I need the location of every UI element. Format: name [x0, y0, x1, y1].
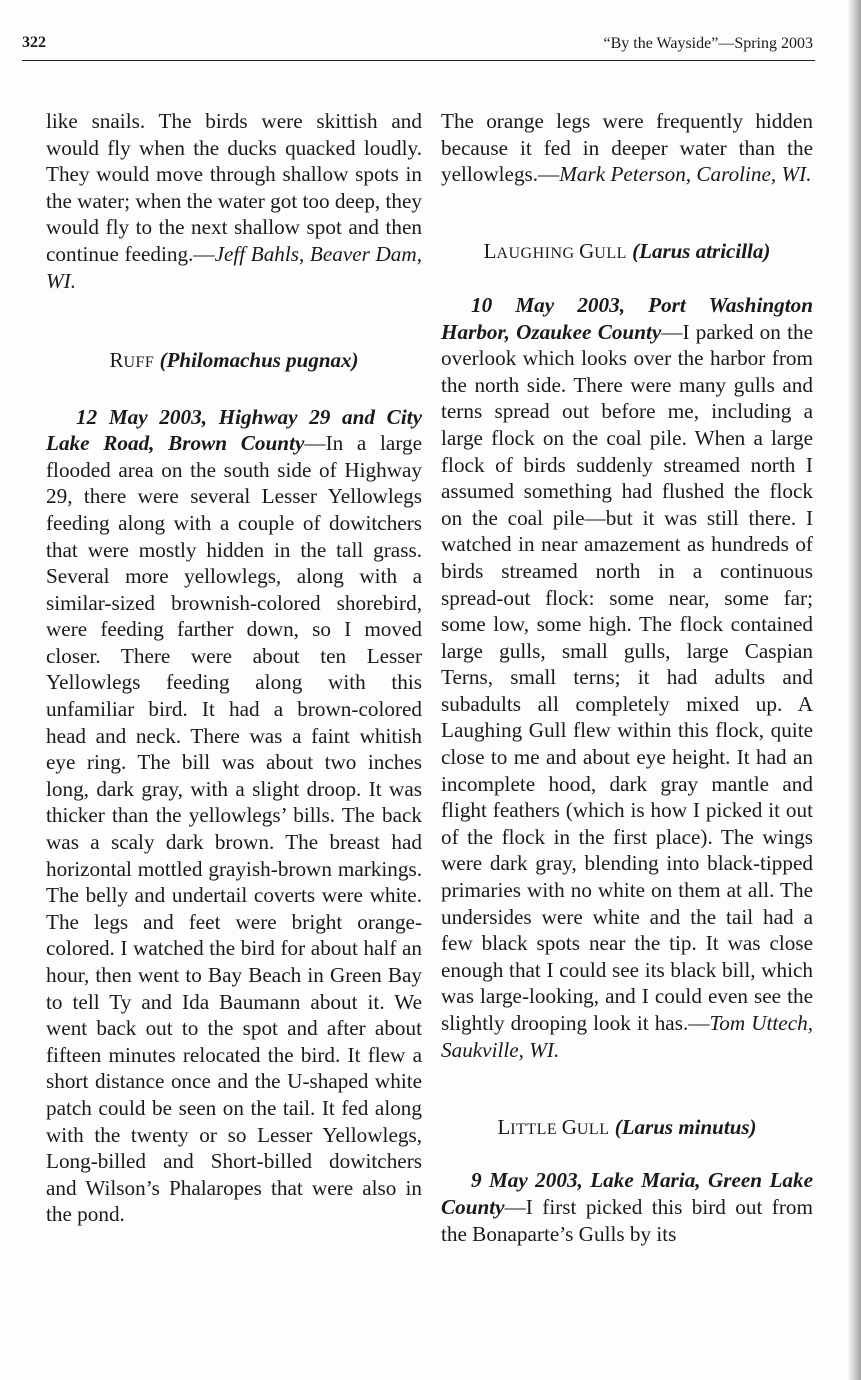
account-text: —I parked on the overlook which looks over the harbor from the north side. There were many gulls and terns spread out before me, including a large flock on the coal pile. When a large flock of birds suddenly streamed north I assumed something had flushed the flock on the coal pile—but it was still there. I watched in near amazement as hundreds of birds streamed north in a continuous spread-out flock: some near, some far; some low, some high. The flock contained large gulls, small gulls, large Caspian Terns, small terns; it had adults and subadults all completely mixed up. A Laughing Gull flew within this flock, quite close to me and about eye height. It had an incomplete hood, dark gray mantle and flight feathers (which is how I picked it out of the flock in the first place). The wings were dark gray, blending into black-tipped primaries with no white on them at all. The undersides were white and the tail had a few black spots near the tip. It was close enough that I could see its black bill, which was large-looking, and I could even see the slightly drooping look it has.— — [441, 319, 813, 1035]
date-location: 12 May 2003, Highway 29 and City Lake Road, Brown County — [46, 404, 422, 456]
scientific-name: (Larus minutus) — [614, 1114, 757, 1139]
species-account-little-gull — [441, 1167, 813, 1247]
account-text: —In a large flooded area on the south side of Highway 29, there were several Lesser Yellowlegs feeding along with a couple of dowitchers that were mostly hidden in the tall grass. Several more yellowlegs, along with a similar-sized brownish-colored shorebird, were feeding farther down, so I moved closer. There were about ten Lesser Yellowlegs feeding along with this unfamiliar bird. It had a brown-colored head and neck. There was a faint whitish eye ring. The bill was about two inches long, dark gray, with a slight droop. It was thicker than the yellowlegs’ bills. The back was a scaly dark brown. The breast had horizontal mottled grayish-brown markings. The belly and undertail coverts were white. The legs and feet were bright orange-colored. I watched the bird for about half an hour, then went to Bay Beach in Green Bay to tell Ty and Ida Baumann about it. We went back out to the spot and after about fifteen minutes relocated the bird. It flew a short distance once and the U-shaped white patch could be seen on the tail. It fed along with the twenty or so Lesser Yellowlegs, Long-billed and Short-billed dowitchers and Wilson’s Phalaropes that were also in the pond. — [46, 431, 423, 1227]
scientific-name: (Philomachus pugnax) — [159, 348, 359, 373]
page-edge-shadow — [847, 0, 861, 1380]
species-heading-ruff: RUFF (Philomachus pugnax) — [109, 348, 359, 373]
account-text: —I first picked this bird out from the Bonaparte’s Gulls by its — [441, 1194, 813, 1246]
species-heading-little-gull: LITTLE GULL (Larus minutus) — [497, 1114, 757, 1139]
page-number: 322 — [22, 34, 46, 51]
species-account-laughing-gull — [441, 292, 813, 1063]
running-head: “By the Wayside”—Spring 2003 — [603, 35, 813, 52]
scientific-name: (Larus atricilla) — [632, 239, 771, 264]
continued-paragraph — [441, 108, 813, 188]
continued-text: The orange legs were frequently hidden because it fed in deeper water than the yellowlegs.— — [441, 109, 813, 187]
observer-byline: Tom Uttech, Saukville, WI. — [441, 1011, 813, 1062]
left-column — [46, 108, 422, 1228]
species-heading-laughing-gull: LAUGHING GULL (Larus atricilla) — [483, 239, 771, 264]
observer-byline: Mark Peterson, Caroline, WI. — [559, 162, 812, 187]
page-header — [22, 30, 815, 61]
continued-paragraph — [46, 108, 422, 294]
date-location: 10 May 2003, Port Washington Harbor, Ozaukee County — [441, 292, 813, 344]
species-account-ruff — [46, 404, 422, 1228]
right-column — [441, 108, 813, 1247]
date-location: 9 May 2003, Lake Maria, Green Lake County — [441, 1168, 813, 1219]
observer-byline: Jeff Bahls, Beaver Dam, WI. — [46, 241, 422, 293]
continued-text: like snails. The birds were skittish and would fly when the ducks quacked loudly. They would move through shallow spots in the water; when the water got too deep, they would fly to the next shallow spot and then continue feeding.— — [46, 109, 422, 266]
